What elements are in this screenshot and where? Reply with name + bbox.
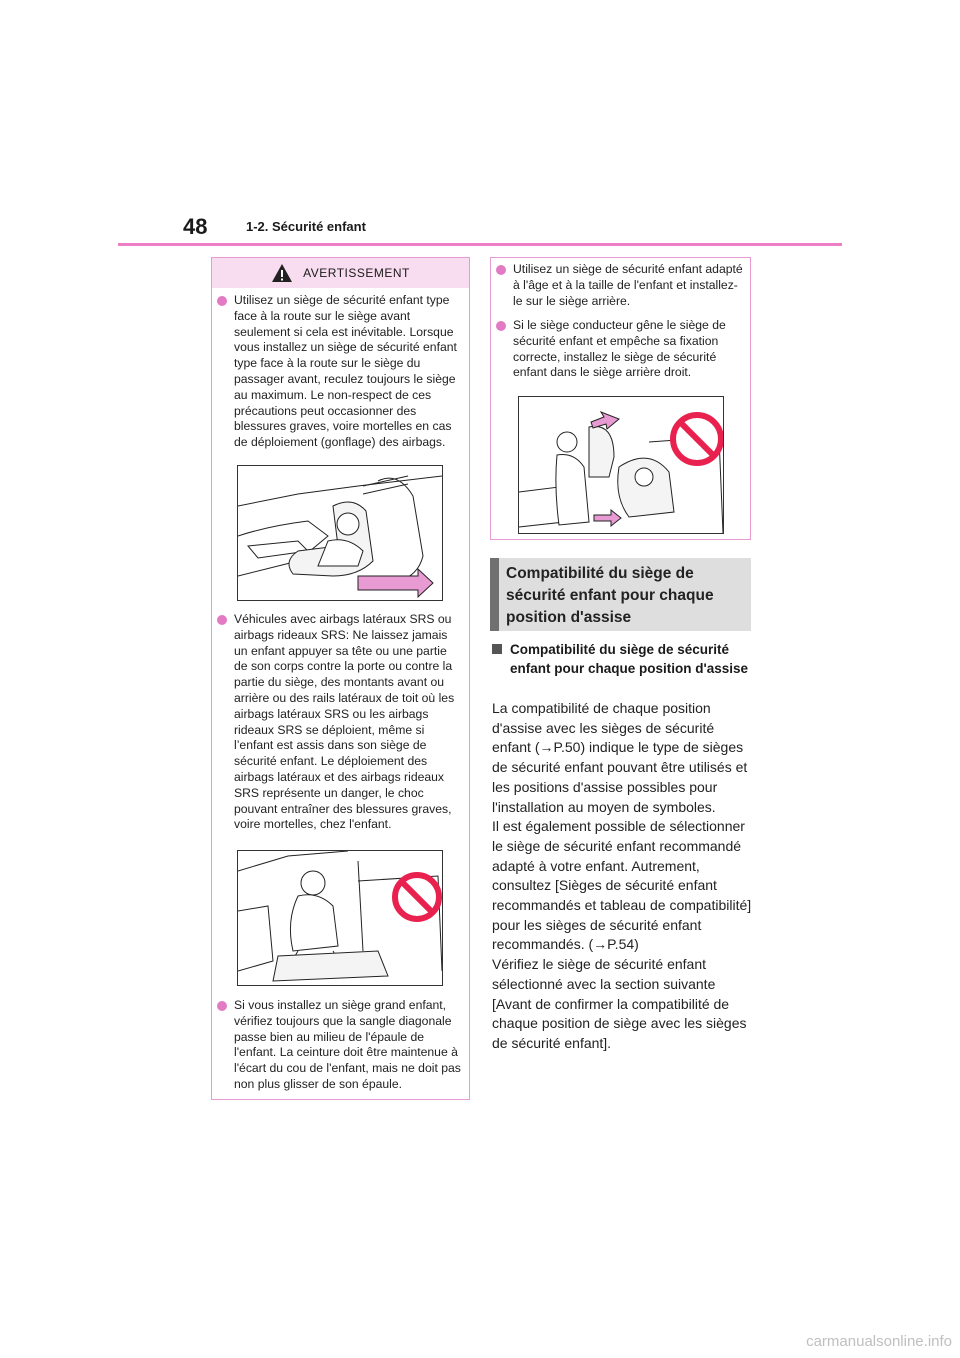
warning-bullet <box>217 998 463 1093</box>
warning-triangle-icon <box>271 263 293 283</box>
warning-bullet <box>217 293 463 451</box>
paragraph: Vérifiez le siège de sécurité enfant sélectionné avec la section suivante [Avant de confirmer la compatibilité de chaque position de siège avec les sièges de sécurité enfant]. <box>492 956 747 1051</box>
warning-bullet-text: Si le siège conducteur gêne le siège de sécurité enfant et empêche sa fixation correcte, installez le siège de sécurité enfant dans le siège arrière droit. <box>513 318 726 380</box>
heading-bar <box>490 558 499 631</box>
body-text <box>492 699 754 1054</box>
section-heading <box>490 558 751 631</box>
warning-bullet-text: Véhicules avec airbags latéraux SRS ou airbags rideaux SRS: Ne laissez jamais un enfant appuyer sa tête ou une partie de son corps contre la porte ou contre la partie du siège, des montants avant ou arrière ou des rails latéraux de toit où les airbags latéraux SRS ou les airbags rideaux SRS se déploient, même si l’enfant est assis dans son siège de sécurité enfant. Le déploiement des airbags latéraux et des airbags rideaux SRS représente un danger, le choc pouvant entraîner des blessures graves, voire mortelles, chez l'enfant. <box>234 612 455 832</box>
warning-title: AVERTISSEMENT <box>303 266 410 280</box>
warning-bullet <box>496 262 746 309</box>
bullet-icon <box>496 321 506 331</box>
warning-bullet-text: Utilisez un siège de sécurité enfant adapté à l'âge et à la taille de l'enfant et installez-le sur le siège arrière. <box>513 262 743 308</box>
warning-bullet <box>496 318 746 381</box>
page-number: 48 <box>183 214 208 239</box>
subheading-text: Compatibilité du siège de sécurité enfant pour chaque position d'assise <box>510 642 748 676</box>
rear-facing-seat-drawing <box>519 397 723 533</box>
bullet-icon <box>217 296 227 306</box>
header-rule <box>118 243 842 246</box>
subheading <box>492 640 757 678</box>
bullet-icon <box>217 615 227 625</box>
child-seat-drawing <box>238 466 442 600</box>
bullet-icon <box>496 265 506 275</box>
bullet-icon <box>217 1001 227 1011</box>
square-bullet-icon <box>492 644 502 654</box>
warning-bullet-text: Si vous installez un siège grand enfant, vérifiez toujours que la sangle diagonale passe bien au milieu de l'épaule de l'enfant. La ceinture doit être maintenue à l'écart du cou de l'enfant, mais ne doit pas non plus glisser de son épaule. <box>234 998 461 1091</box>
illustration-rear-facing-seat <box>518 396 724 534</box>
section-heading-text: Compatibilité du siège de sécurité enfant pour chaque position d'assise <box>506 565 714 626</box>
paragraph: La compatibilité de chaque position d'assise avec les sièges de sécurité enfant (→P.50) indique le type de sièges de sécurité enfant pouvant être utilisés et les positions d'assise possibles pour l'installation au moyen de symboles. <box>492 700 748 815</box>
warning-header <box>212 258 469 288</box>
warning-bullet-text: Utilisez un siège de sécurité enfant type face à la route sur le siège avant seulement si cela est inévitable. Lorsque vous installez un siège de sécurité enfant type face à la route sur le siège du passager avant, reculez toujours le siège au maximum. Le non-respect de ces précautions peut occasionner des blessures graves, voire mortelles en cas de déploiement (gonflage) des airbags. <box>234 293 457 450</box>
section-title: 1-2. Sécurité enfant <box>246 219 366 234</box>
illustration-child-leaning-door <box>237 850 443 986</box>
illustration-forward-facing-seat <box>237 465 443 601</box>
child-leaning-drawing <box>238 851 442 985</box>
paragraph: Il est également possible de sélectionner le siège de sécurité enfant recommandé adapté à votre enfant. Autrement, consultez [Sièges de sécurité enfant recommandés et tableau de compatibilité] pour les sièges de sécurité enfant recommandés. (→P.54) <box>492 818 752 953</box>
warning-bullet <box>217 612 463 833</box>
watermark: carmanualsonline.info <box>806 1333 952 1350</box>
